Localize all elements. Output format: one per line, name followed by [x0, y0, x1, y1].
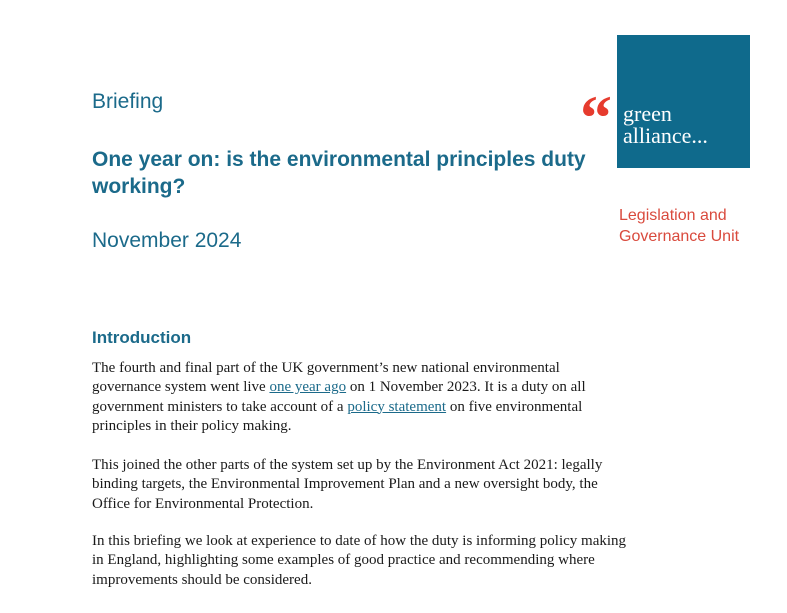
intro-paragraph-2: This joined the other parts of the system set up by the Environment Act 2021: legally binding targets, the Environmental Improvement Plan and a new oversight body, the Office for Environmental Protection. [92, 457, 603, 512]
green-alliance-logo [617, 35, 750, 168]
policy-statement-link[interactable]: policy statement [347, 398, 447, 415]
unit-label-line2: Governance Unit [619, 228, 740, 245]
document-title: One year on: is the environmental principles duty working? [92, 148, 586, 198]
quote-mark-logo-icon: “ [580, 82, 612, 153]
logo-line-alliance: alliance... [623, 123, 708, 148]
section-heading-introduction: Introduction [92, 328, 192, 347]
intro-p1-text-c: on five environmental principles in their policy making. [92, 398, 583, 434]
unit-label-line1: Legislation and [619, 207, 727, 224]
intro-paragraph-3: In this briefing we look at experience to date of how the duty is informing policy making in England, highlighting some examples of good practice and recommending where improvements should be considered. [92, 533, 627, 588]
intro-p1-text-a: The fourth and final part of the UK government’s new national environmental governance system went live [92, 360, 560, 396]
intro-p1-text-b: on 1 November 2023. It is a duty on all government ministers to take account of a [92, 379, 586, 415]
unit-label [619, 205, 779, 247]
publication-date: November 2024 [92, 229, 242, 252]
intro-paragraph-1 [92, 359, 632, 436]
logo-wordmark [623, 103, 708, 147]
one-year-ago-link[interactable]: one year ago [269, 379, 347, 396]
logo-line-green: green [623, 101, 672, 126]
document-type-label: Briefing [92, 90, 164, 113]
